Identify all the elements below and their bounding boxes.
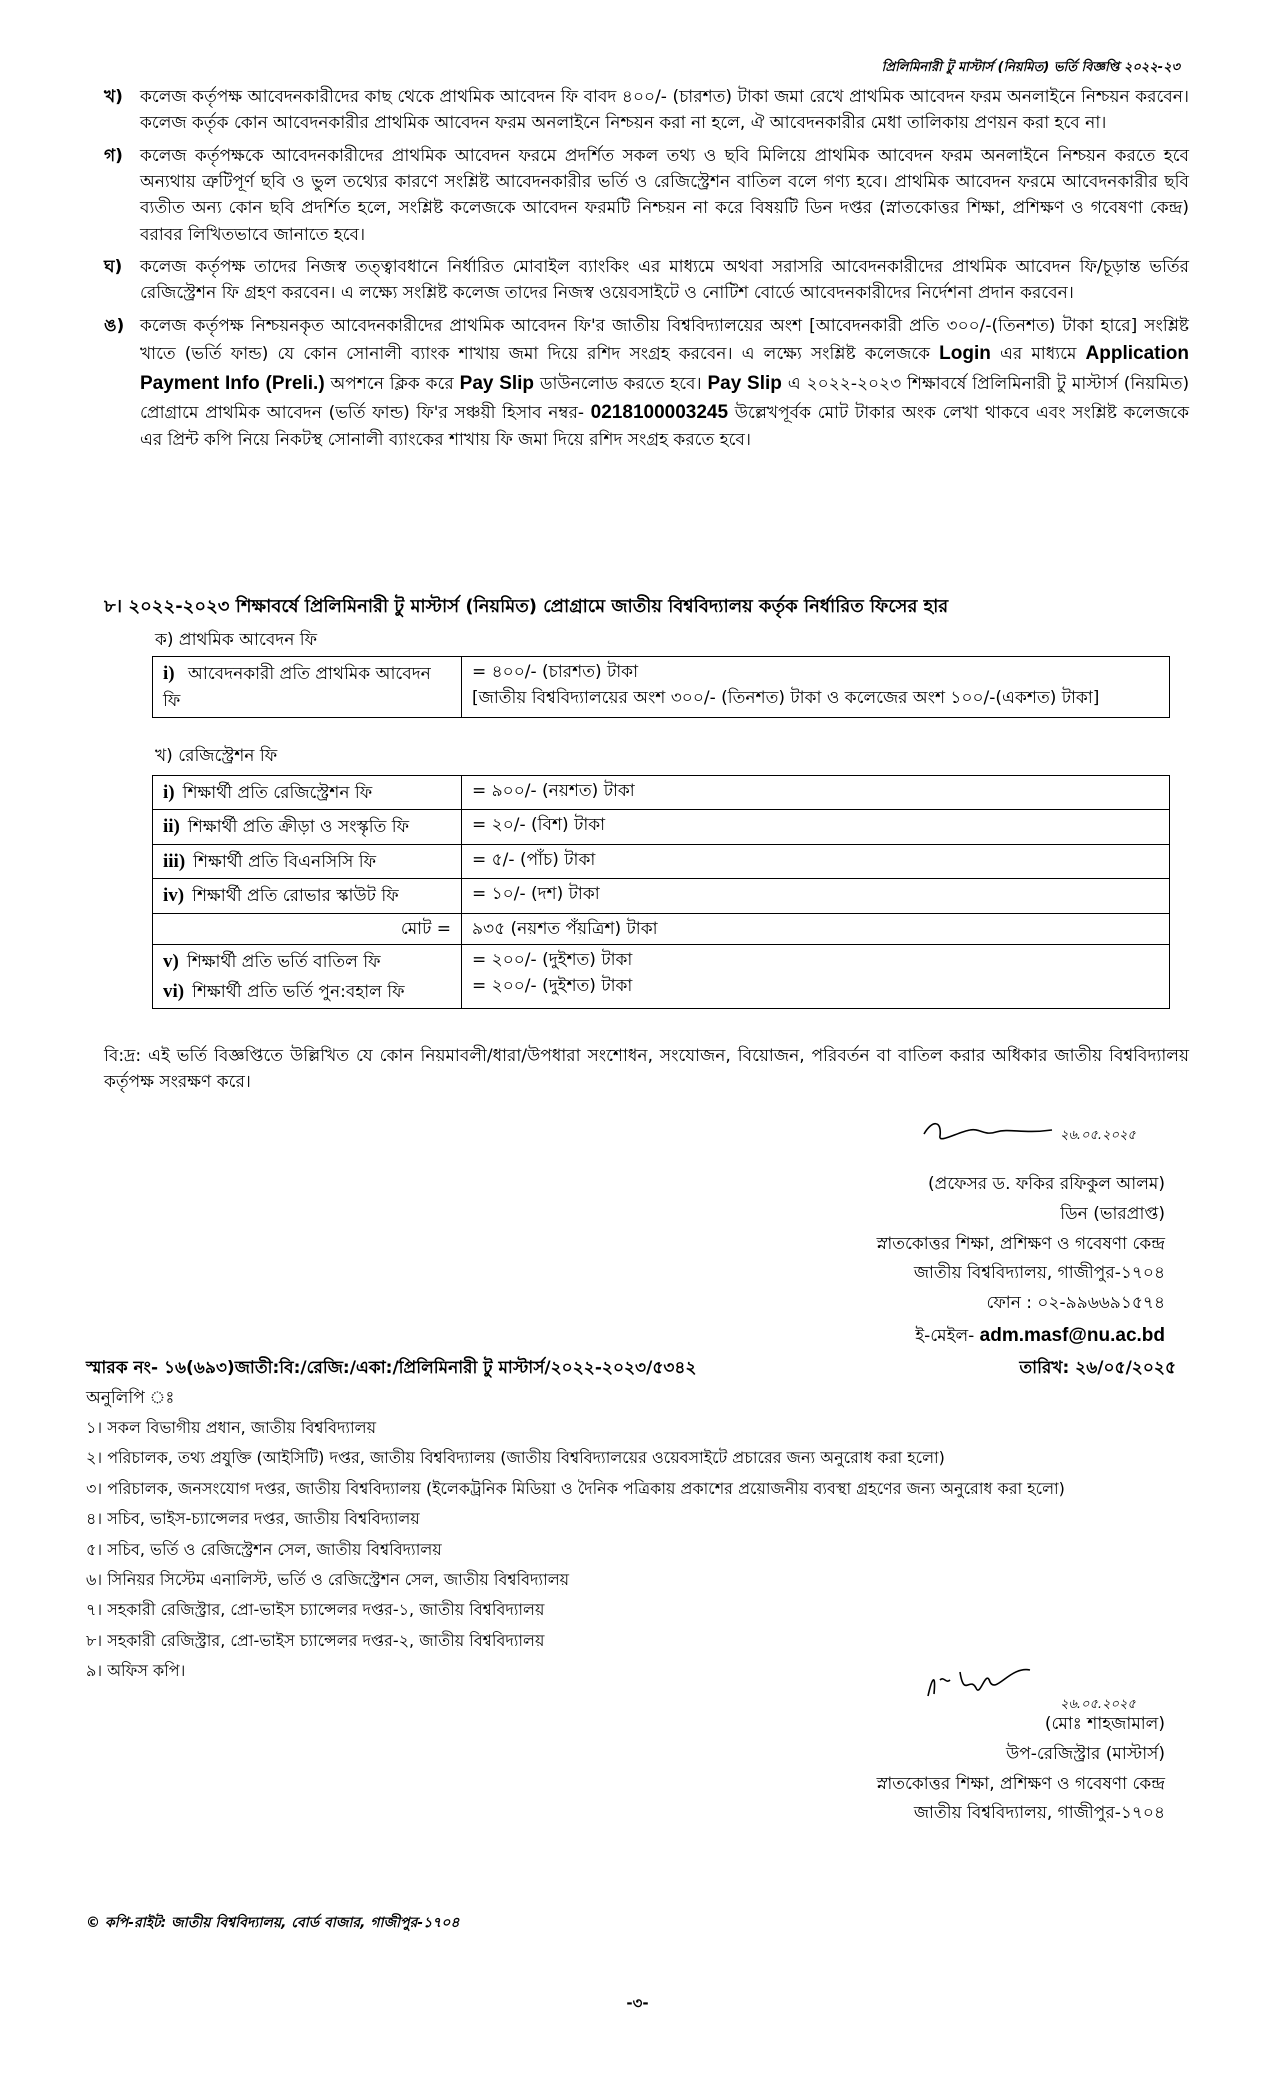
fee-value: = ৫/- (পাঁচ) টাকা (462, 844, 1170, 878)
clause-u-part5: এ ২০২২-২০২৩ শিক্ষাবর্ষে প্রিলিমিনারী টু মাস্টার্স (নিয়মিত) প্রোগ্রামে প্রাথমিক আবেদন (ভর্তি ফান্ড) ফি'র সঞ্চয়ী হিসাব নম্বর- (140, 373, 1190, 423)
signatory-office: স্নাতকোত্তর শিক্ষা, প্রশিক্ষণ ও গবেষণা কেন্দ্র (876, 1233, 1165, 1254)
list-item: ১। সকল বিভাগীয় প্রধান, জাতীয় বিশ্ববিদ্যালয় (86, 1418, 377, 1437)
login-term: Login (939, 343, 991, 365)
fee-label-cell (153, 879, 462, 913)
fee-value-cell (462, 945, 1170, 1009)
signatory-address: জাতীয় বিশ্ববিদ্যালয়, গাজীপুর-১৭০৪ (913, 1803, 1165, 1824)
header-title: প্রিলিমিনারী টু মাস্টার্স (নিয়মিত) ভর্তি বিজ্ঞপ্তি ২০২২-২৩ (881, 60, 1180, 75)
roman-numeral: vi) (163, 980, 185, 1002)
fee-value: = ২০০/- (দুইশত) টাকা (472, 950, 633, 971)
fee-value-cell (462, 657, 1170, 718)
clause-u-part3: অপশনে ক্লিক করে (330, 373, 454, 394)
total-label: মোট = (153, 913, 462, 944)
signatory-designation: ডিন (ভারপ্রাপ্ত) (1060, 1203, 1165, 1224)
fee-label-cell (153, 844, 462, 878)
fee-label: শিক্ষার্থী প্রতি রেজিস্ট্রেশন ফি (182, 783, 373, 803)
signatory-office: স্নাতকোত্তর শিক্ষা, প্রশিক্ষণ ও গবেষণা কেন্দ্র (876, 1773, 1165, 1794)
table-row (153, 810, 1170, 844)
application-fee-table (152, 656, 1170, 718)
fee-value: = ২০/- (বিশ) টাকা (462, 810, 1170, 844)
roman-numeral: v) (163, 951, 179, 973)
signatory-address: জাতীয় বিশ্ববিদ্যালয়, গাজীপুর-১৭০৪ (913, 1263, 1165, 1284)
fee-label: শিক্ষার্থী প্রতি রোভার স্কাউট ফি (192, 886, 399, 907)
fee-label: শিক্ষার্থী প্রতি ভর্তি পুন:বহাল ফি (192, 981, 405, 1002)
email-label: ই-মেইল- (915, 1325, 975, 1346)
total-value: ৯৩৫ (নয়শত পঁয়ত্রিশ) টাকা (462, 913, 1170, 944)
fee-breakdown: [জাতীয় বিশ্ববিদ্যালয়ের অংশ ৩০০/- (তিনশত) টাকা ও কলেজের অংশ ১০০/-(একশত) টাকা] (472, 688, 1100, 709)
table-row (153, 657, 1170, 718)
table-row (153, 945, 1170, 1009)
clauses-list (104, 84, 1189, 460)
clause-gha (104, 254, 1189, 307)
list-item: ৯। অফিস কপি। (86, 1661, 186, 1681)
signatory-block (877, 1170, 1165, 1352)
section-8-title: ৮। ২০২২-২০২৩ শিক্ষাবর্ষে প্রিলিমিনারী টু মাস্টার্স (নিয়মিত) প্রোগ্রামে জাতীয় বিশ্ববিদ্যালয় কর্তৃক নির্ধারিত ফিসের হার (104, 596, 949, 617)
signatory-email-line (877, 1319, 1165, 1352)
roman-numeral: iii) (163, 850, 186, 872)
table-row (153, 844, 1170, 878)
fee-value: = ৯০০/- (নয়শত) টাকা (462, 776, 1170, 810)
roman-numeral: iv) (163, 885, 185, 907)
clause-u-part2: এর মাধ্যমে (999, 344, 1077, 365)
registration-fee-heading: খ) রেজিস্ট্রেশন ফি (155, 746, 278, 766)
clause-number: খ) (104, 87, 123, 107)
list-item: ৪। সচিব, ভাইস-চ্যান্সেলর দপ্তর, জাতীয় বিশ্ববিদ্যালয় (86, 1509, 420, 1529)
list-item: ৩। পরিচালক, জনসংযোগ দপ্তর, জাতীয় বিশ্ববিদ্যালয় (ইলেকট্রনিক মিডিয়া ও দৈনিক পত্রিকায় প্রকাশের প্রয়োজনীয় ব্যবস্থা গ্রহণের জন্য অনুরোধ করা হলো) (86, 1478, 1065, 1498)
pay-slip-term: Pay Slip (459, 372, 535, 394)
table-row (153, 776, 1170, 810)
fee-label-cell (153, 776, 462, 810)
fee-value: = ২০০/- (দুইশত) টাকা (472, 976, 633, 997)
total-row (153, 913, 1170, 944)
footer-copyright: © কপি-রাইট: জাতীয় বিশ্ববিদ্যালয়, বোর্ড বাজার, গাজীপুর-১৭০৪ (86, 1915, 460, 1931)
signatory-block (877, 1710, 1165, 1829)
registration-fee-table (152, 775, 1170, 1009)
roman-numeral: i) (163, 782, 175, 803)
roman-numeral: ii) (163, 816, 180, 838)
signatory-name: (মোঃ শাহজামাল) (1044, 1714, 1165, 1734)
clause-u-part1: কলেজ কর্তৃপক্ষ নিশ্চয়নকৃত আবেদনকারীদের প্রাথমিক আবেদন ফি'র জাতীয় বিশ্ববিদ্যালয়ের অংশ [আবেদনকারী প্রতি ৩০০/-(তিনশত) টাকা হারে] সংশ্লিষ্ট খাতে (ভর্তি ফান্ড) যে কোন সোনালী ব্যাংক শাখায় জমা দিয়ে রশিদ সংগ্রহ করবেন। এ লক্ষ্যে সংশ্লিষ্ট কলেজকে (140, 315, 1189, 365)
fee-label-cell (153, 657, 462, 718)
fee-label: শিক্ষার্থী প্রতি বিএনসিসি ফি (193, 851, 377, 872)
clause-text: কলেজ কর্তৃপক্ষ আবেদনকারীদের কাছ থেকে প্রাথমিক আবেদন ফি বাবদ ৪০০/- (চারশত) টাকা জমা রেখে প্রাথমিক আবেদন ফরম অনলাইনে নিশ্চয়ন করবেন। কলেজ কর্তৃক কোন আবেদনকারীর প্রাথমিক আবেদন ফরম অনলাইনে নিশ্চয়ন করা না হলে, ঐ আবেদনকারীর মেধা তালিকায় প্রণয়ন করা হবে না। (140, 87, 1189, 134)
clause-number: ঙ) (104, 315, 125, 336)
application-fee-heading: ক) প্রাথমিক আবেদন ফি (155, 630, 318, 650)
fee-label: শিক্ষার্থী প্রতি ভর্তি বাতিল ফি (186, 952, 381, 973)
clause-u (104, 313, 1189, 454)
fee-label: শিক্ষার্থী প্রতি ক্রীড়া ও সংস্কৃতি ফি (187, 817, 410, 838)
signature-date: ২৬.০৫.২০২৫ (1060, 1697, 1136, 1712)
list-item: ৫। সচিব, ভর্তি ও রেজিস্ট্রেশন সেল, জাতীয় বিশ্ববিদ্যালয় (86, 1539, 442, 1559)
clause-number: গ) (104, 145, 123, 166)
signature-image (920, 1658, 1040, 1706)
clause-u-part6: উল্লেখপূর্বক মোট টাকার অংক লেখা থাকবে এবং সংশ্লিষ্ট কলেজকে এর প্রিন্ট কপি নিয়ে নিকটস্থ সোনালী ব্যাংকের শাখায় ফি জমা দিয়ে রশিদ সংগ্রহ করতে হবে। (140, 402, 1189, 451)
list-item: ২। পরিচালক, তথ্য প্রযুক্তি (আইসিটি) দপ্তর, জাতীয় বিশ্ববিদ্যালয় (জাতীয় বিশ্ববিদ্যালয়ের ওয়েবসাইটে প্রচারের জন্য অনুরোধ করা হলো) (86, 1448, 945, 1468)
memo-number: স্মারক নং- ১৬(৬৯৩)জাতী:বি:/রেজি:/একা:/প্রিলিমিনারী টু মাস্টার্স/২০২২-২০২৩/৫৩৪২ (86, 1358, 697, 1378)
fee-label: আবেদনকারী প্রতি প্রাথমিক আবেদন ফি (163, 664, 431, 712)
page-number: -৩- (626, 1994, 649, 2012)
memo-row (86, 1355, 1176, 1381)
fee-value: = ৪০০/- (চারশত) টাকা (472, 662, 639, 682)
signatory-phone: ফোন : ০২-৯৯৬৬৯১৫৭৪ (986, 1293, 1165, 1313)
clause-kha (104, 84, 1189, 137)
list-item: ৬। সিনিয়র সিস্টেম এনালিস্ট, ভর্তি ও রেজিস্ট্রেশন সেল, জাতীয় বিশ্ববিদ্যালয় (86, 1569, 570, 1589)
table-row (153, 879, 1170, 913)
fee-label-cell (153, 810, 462, 844)
clause-text: কলেজ কর্তৃপক্ষ তাদের নিজস্ব তত্ত্বাবধানে নির্ধারিত মোবাইল ব্যাংকিং এর মাধ্যমে অথবা সরাসরি আবেদনকারীদের প্রাথমিক আবেদন ফি/চূড়ান্ত ভর্তির রেজিস্ট্রেশন ফি গ্রহণ করবেন। এ লক্ষ্যে সংশ্লিষ্ট কলেজ তাদের নিজস্ব ওয়েবসাইটে ও নোটিশ বোর্ডে আবেদনকারীদের নির্দেশনা প্রদান করবেন। (140, 257, 1189, 304)
fee-value: = ১০/- (দশ) টাকা (462, 879, 1170, 913)
memo-date: তারিখ: ২৬/০৫/২০২৫ (1019, 1358, 1176, 1378)
email-link[interactable]: adm.masf@nu.ac.bd (979, 1324, 1165, 1346)
clause-text: কলেজ কর্তৃপক্ষকে আবেদনকারীদের প্রাথমিক আবেদন ফরমে প্রদর্শিত সকল তথ্য ও ছবি মিলিয়ে প্রাথমিক আবেদন ফরম অনলাইনে নিশ্চয়ন করতে হবে অন্যথায় ত্রুটিপূর্ণ ছবি ও ভুল তথ্যের কারণে সংশ্লিষ্ট আবেদনকারীর ভর্তি ও রেজিস্ট্রেশন বাতিল বলে গণ্য হবে। প্রাথমিক আবেদন ফরমে আবেদনকারীর ছবি ব্যতীত অন্য কোন ছবি প্রদর্শিত হলে, সংশ্লিষ্ট কলেজকে আবেদন ফরমটি নিশ্চয়ন না করে বিষয়টি ডিন দপ্তর (স্নাতকোত্তর শিক্ষা, প্রশিক্ষণ ও গবেষণা কেন্দ্র) বরাবর লিখিতভাবে জানাতে হবে। (140, 145, 1189, 245)
signatory-designation: উপ-রেজিস্ট্রার (মাস্টার্স) (1005, 1743, 1165, 1764)
roman-numeral: i) (163, 663, 175, 684)
copy-heading: অনুলিপি ঃ (86, 1388, 175, 1408)
signatory-name: (প্রফেসর ড. ফকির রফিকুল আলম) (928, 1174, 1165, 1194)
pay-slip-term: Pay Slip (707, 372, 782, 394)
clause-ga (104, 143, 1189, 248)
account-number: 0218100003245 (590, 401, 729, 423)
fee-label-cell (153, 945, 462, 1009)
clause-u-part4: ডাউনলোড করতে হবে। (539, 373, 702, 394)
note-paragraph: বি:দ্র: এই ভর্তি বিজ্ঞপ্তিতে উল্লিখিত যে কোন নিয়মাবলী/ধারা/উপধারা সংশোধন, সংযোজন, বিয়োজন, পরিবর্তন বা বাতিল করার অধিকার জাতীয় বিশ্ববিদ্যালয় কর্তৃপক্ষ সংরক্ষণ করে। (104, 1046, 1189, 1093)
application-payment-term: Application Payment Info (Preli.) (140, 343, 1189, 394)
signature-image (918, 1112, 1058, 1152)
copy-list (86, 1413, 1186, 1687)
clause-text (140, 313, 1189, 454)
clause-number: ঘ) (104, 257, 123, 278)
list-item: ৮। সহকারী রেজিস্ট্রার, প্রো-ভাইস চ্যান্সেলর দপ্তর-২, জাতীয় বিশ্ববিদ্যালয় (86, 1630, 545, 1650)
signature-date: ২৬.০৫.২০২৫ (1060, 1128, 1136, 1143)
list-item: ৭। সহকারী রেজিস্ট্রার, প্রো-ভাইস চ্যান্সেলর দপ্তর-১, জাতীয় বিশ্ববিদ্যালয় (86, 1600, 545, 1620)
